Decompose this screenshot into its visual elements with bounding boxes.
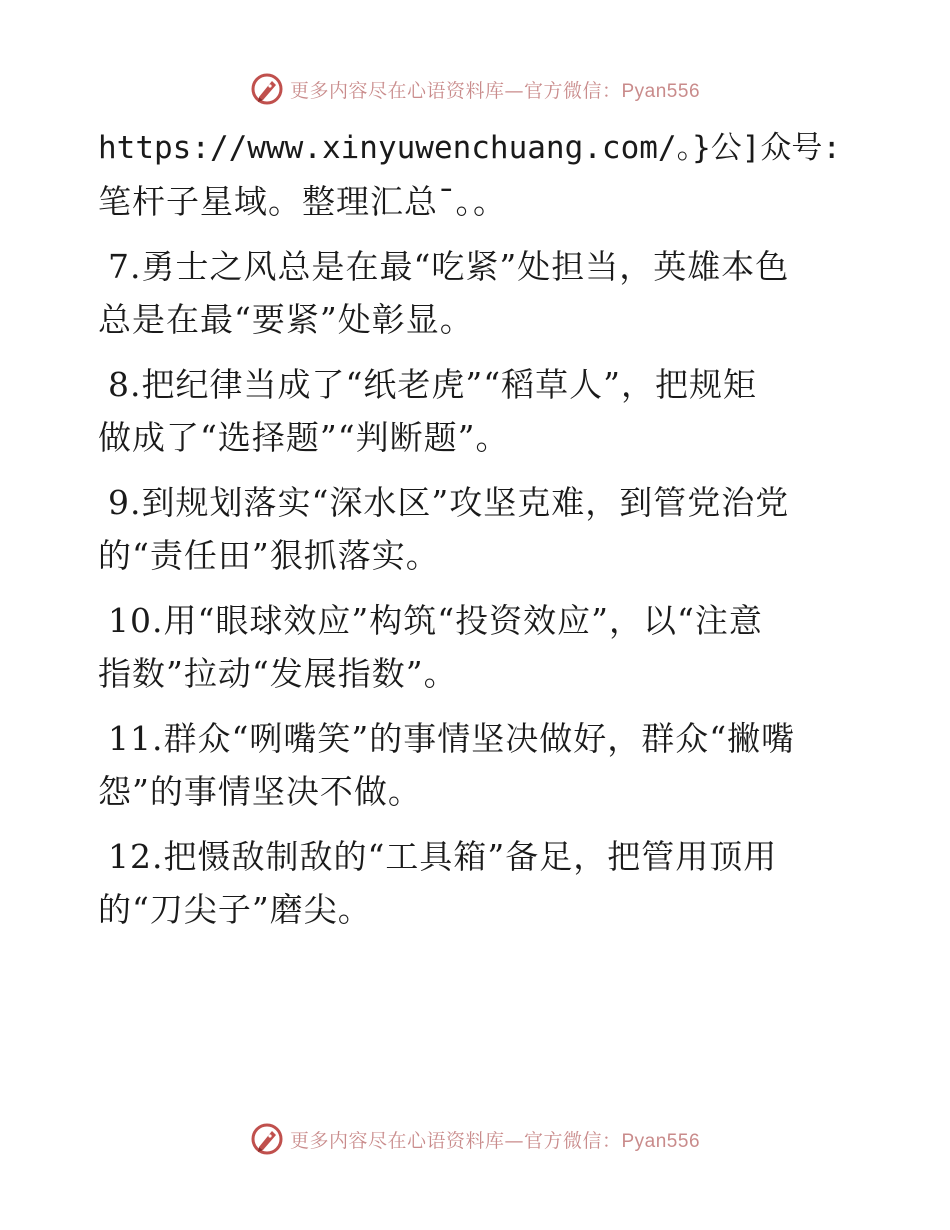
paragraph-line: 总是在最“要紧”处彰显。: [98, 300, 474, 339]
header-brand-name: 更多内容尽在心语资料库: [289, 79, 505, 102]
paragraph-line: 指数”拉动“发展指数”。: [98, 654, 458, 693]
paragraph-line: 做成了“选择题”“判断题”。: [98, 418, 510, 457]
paragraph-line: 12.把慑敌制敌的“工具箱”备足，把管用顶用: [108, 837, 778, 876]
document-body: [98, 122, 858, 948]
paragraph-item-7: [98, 240, 858, 346]
footer-official-label: 官方微信：: [523, 1129, 622, 1152]
footer-dash: —: [504, 1129, 524, 1152]
footer-brand-name: 更多内容尽在心语资料库: [289, 1129, 505, 1152]
footer-brand: [250, 1122, 700, 1156]
paragraph-line: 的“刀尖子”磨尖。: [98, 890, 372, 929]
paragraph-line: https://www.xinyuwenchuang.com/。}公]众号:: [98, 130, 842, 166]
paragraph-item-12: [98, 830, 858, 936]
paragraph-line: 9.到规划落实“深水区”攻坚克难，到管党治党: [108, 483, 790, 522]
footer-brand-text: [290, 1126, 700, 1153]
pen-nib-logo-icon: [250, 1122, 284, 1156]
footer-wechat-id: Pyan556: [621, 1130, 701, 1152]
paragraph-line: 怨”的事情坚决不做。: [98, 772, 422, 811]
paragraph-item-10: [98, 594, 858, 700]
page-footer: [0, 1122, 950, 1156]
paragraph-line: 10.用“眼球效应”构筑“投资效应”，以“注意: [108, 601, 763, 640]
paragraph-line: 8.把纪律当成了“纸老虎”“稻草人”，把规矩: [108, 365, 757, 404]
header-brand: [250, 72, 700, 106]
page-header: [0, 72, 950, 106]
header-wechat-id: Pyan556: [621, 80, 701, 102]
pen-nib-logo-icon: [250, 72, 284, 106]
paragraph-line: 7.勇士之风总是在最“吃紧”处担当，英雄本色: [108, 247, 790, 286]
header-brand-text: [290, 76, 700, 103]
paragraph-line: 的“责任田”狠抓落实。: [98, 536, 440, 575]
paragraph-item-9: [98, 476, 858, 582]
header-official-label: 官方微信：: [523, 79, 622, 102]
paragraph-line: 笔杆子星域。整理汇总¯。。: [98, 182, 507, 221]
header-dash: —: [504, 79, 524, 102]
paragraph-item-11: [98, 712, 858, 818]
paragraph-line: 11.群众“咧嘴笑”的事情坚决做好，群众“撇嘴: [108, 719, 796, 758]
paragraph-item-8: [98, 358, 858, 464]
paragraph-intro: [98, 122, 858, 228]
